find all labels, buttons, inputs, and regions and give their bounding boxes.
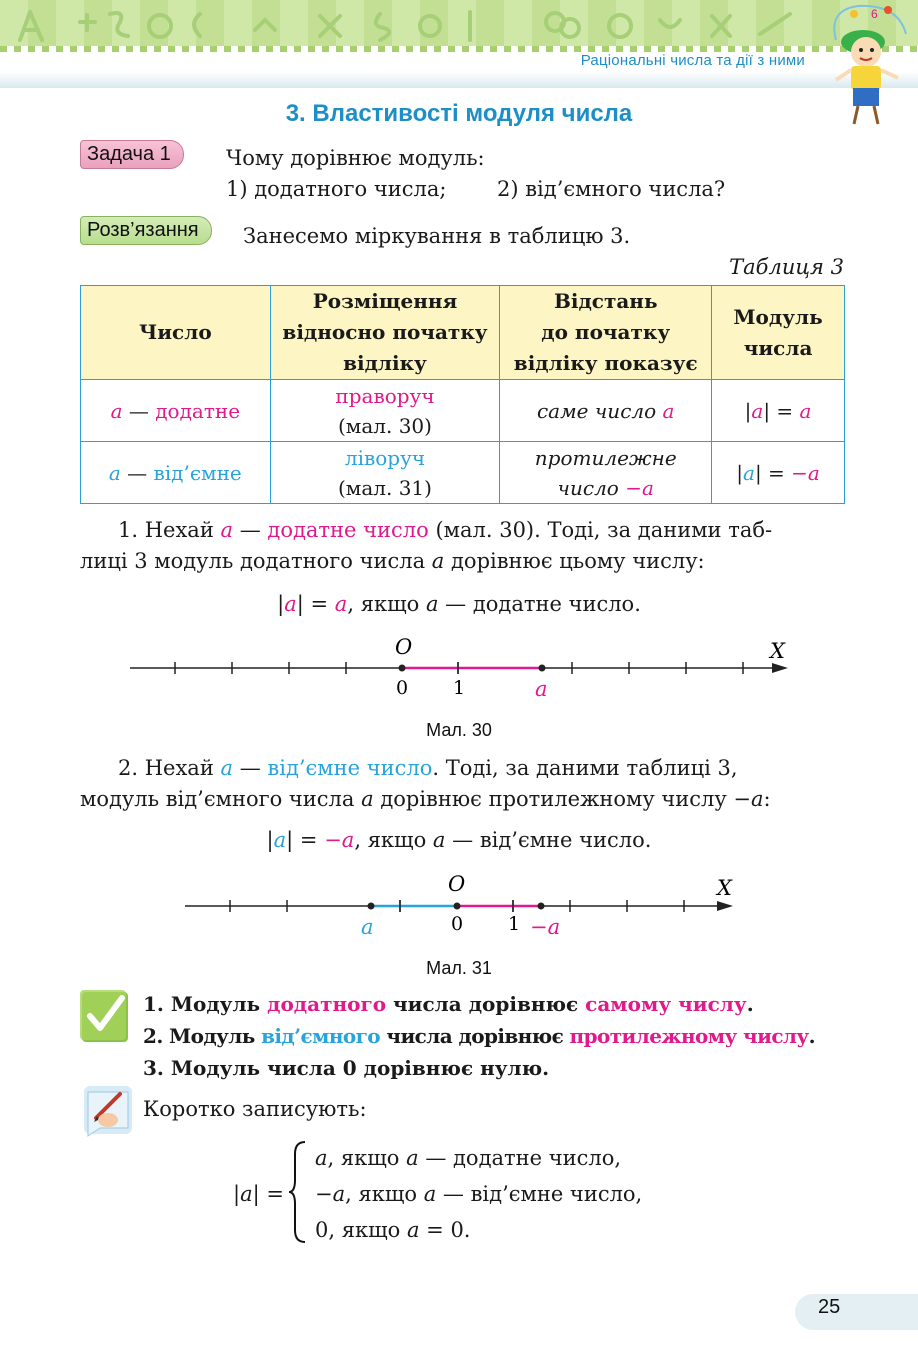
fig30-a-label: a bbox=[535, 677, 548, 701]
task-question-line1: Чому дорівнює модуль: bbox=[226, 146, 485, 170]
rule-1: 1. Модуль додатного числа дорівнює самому числу. bbox=[143, 992, 754, 1016]
para2-line1: 2. Нехай a — від’ємне число. Тоді, за даними таблиці 3, bbox=[118, 756, 738, 780]
cell-number: a — від’ємне bbox=[81, 442, 271, 504]
checkmark-icon bbox=[78, 988, 134, 1046]
short-note-label: Коротко записують: bbox=[143, 1097, 367, 1121]
fig30-zero-label: 0 bbox=[396, 677, 409, 699]
page-number: 25 bbox=[818, 1296, 841, 1318]
formula-positive: |a| = a, якщо a — додатне число. bbox=[277, 592, 641, 616]
task-question-line2-part1: 1) додатного числа; bbox=[226, 177, 447, 201]
fig31-caption: Мал. 31 bbox=[426, 958, 492, 978]
task-tag: Задача 1 bbox=[80, 140, 184, 169]
cell-modulus: |a| = a bbox=[712, 380, 845, 442]
fig30-origin-label: O bbox=[395, 635, 413, 659]
para1-line2: лиці 3 модуль додатного числа a дорівнює цьому числу: bbox=[80, 549, 705, 573]
para1-line1: 1. Нехай a — додатне число (мал. 30). Тоді, за даними таб- bbox=[118, 518, 773, 542]
rule-3: 3. Модуль числа 0 дорівнює нулю. bbox=[143, 1056, 550, 1080]
chapter-title: 3. Властивості модуля числа bbox=[285, 100, 633, 127]
header-position: Розміщення відносно початку відліку bbox=[270, 286, 500, 380]
formula-negative: |a| = −a, якщо a — від’ємне число. bbox=[266, 828, 652, 852]
header-distance: Відстань до початку відліку показує bbox=[500, 286, 712, 380]
piecewise-case-zero: 0, якщо a = 0. bbox=[315, 1218, 471, 1242]
math-symbols-decoration bbox=[0, 0, 840, 48]
solution-intro: Занесемо міркування в таблицю 3. bbox=[243, 224, 631, 248]
number-line-fig31 bbox=[175, 868, 755, 948]
table-row bbox=[81, 380, 845, 442]
fig31-a-label: a bbox=[361, 915, 374, 939]
piecewise-case-positive: a, якщо a — додатне число, bbox=[315, 1146, 622, 1170]
piecewise-lhs: |a| = bbox=[233, 1182, 284, 1206]
piecewise-case-negative: −a, якщо a — від’ємне число, bbox=[315, 1182, 643, 1206]
fig31-zero-label: 0 bbox=[451, 913, 464, 935]
solution-tag: Розв’язання bbox=[80, 216, 212, 245]
number-line-fig30 bbox=[120, 632, 800, 712]
table-3 bbox=[80, 285, 845, 504]
table-header-row bbox=[81, 286, 845, 380]
cell-position: праворуч (мал. 30) bbox=[270, 380, 500, 442]
section-title: Раціональні числа та дії з ними bbox=[580, 52, 805, 69]
fig30-one-label: 1 bbox=[453, 677, 466, 699]
brace-icon bbox=[287, 1140, 309, 1244]
cell-distance: саме число a bbox=[500, 380, 712, 442]
fig30-caption: Мал. 30 bbox=[426, 720, 492, 740]
pencil-writing-icon bbox=[80, 1082, 136, 1140]
cell-modulus: |a| = −a bbox=[712, 442, 845, 504]
fig31-one-label: 1 bbox=[508, 913, 521, 935]
cell-distance: протилежне число −a bbox=[500, 442, 712, 504]
fig31-origin-label: O bbox=[448, 872, 466, 896]
fig30-axis-label: X bbox=[770, 639, 785, 663]
mascot-badge-number: 6 bbox=[871, 7, 878, 21]
header-decoration-band bbox=[0, 0, 918, 52]
cell-position: ліворуч (мал. 31) bbox=[270, 442, 500, 504]
cell-number: a — додатне bbox=[81, 380, 271, 442]
page-number-tab bbox=[795, 1294, 918, 1330]
table-row bbox=[81, 442, 845, 504]
rule-2: 2. Модуль від’ємного числа дорівнює протилежному числу. bbox=[143, 1024, 815, 1048]
header-modulus: Модуль числа bbox=[712, 286, 845, 380]
table-caption: Таблиця 3 bbox=[729, 255, 844, 279]
header-number: Число bbox=[81, 286, 271, 380]
fig31-axis-label: X bbox=[717, 876, 732, 900]
para2-line2: модуль від’ємного числа a дорівнює протилежному числу −a: bbox=[80, 787, 771, 811]
fig31-neg-a-label: −a bbox=[530, 915, 561, 939]
task-question-line2-part2: 2) від’ємного числа? bbox=[497, 177, 726, 201]
